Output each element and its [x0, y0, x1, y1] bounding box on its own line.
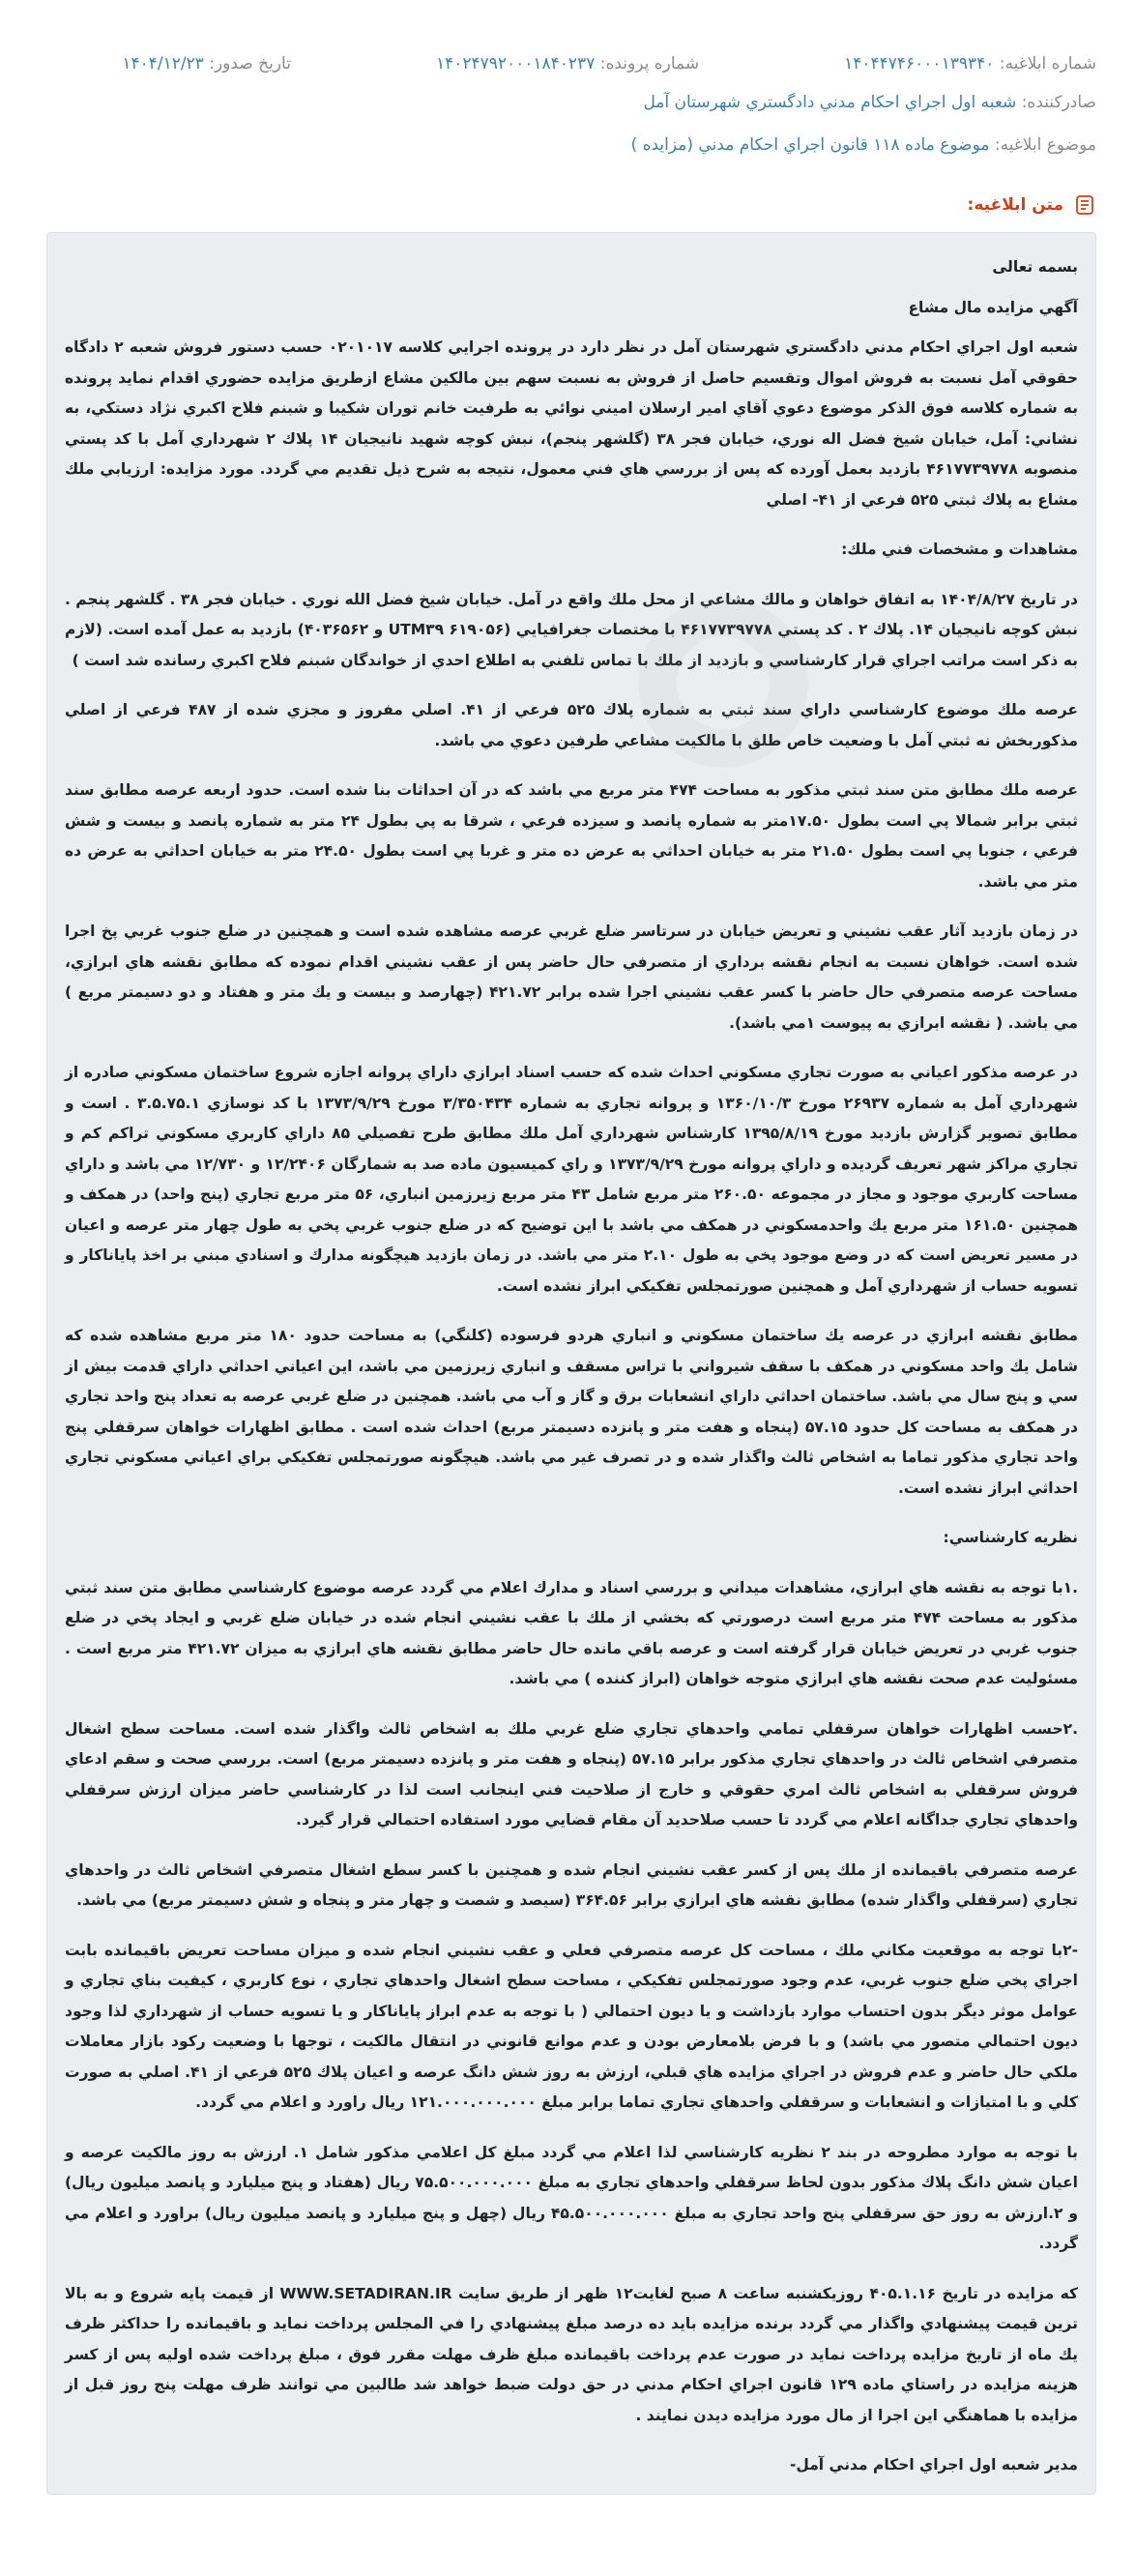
notice-heading-title: آگهي مزايده مال مشاع	[908, 298, 1078, 316]
notice-paragraph: شعبه اول اجراي احكام مدني دادگستري شهرستان آمل در نظر دارد در پرونده اجرايي كلاسه ۰۲۰۱۰۱۷ حسب دستور فروش شعبه ۲ دادگاه حقوقي آمل نسبت به فروش اموال وتقسيم حاصل از فروش به نسبت سهم بين مالكين مشاع ازطريق مزايده حضوري اقدام نمايد پرونده به شماره كلاسه فوق الذكر موضوع دعوي آقاي امير ارسلان اميني نوائي به طرفيت خانم توران شكيبا و شبنم فلاح اكبري نژاد دستكي، به نشاني: آمل، خيابان شيخ فضل اله نوري، خيابان فجر ۳۸ (گلشهر پنجم)، نبش كوچه شهيد نانيجيان ۱۴ پلاك ۲ شهرداري آمل با كد پستي منصوبه ۴۶۱۷۷۳۹۷۷۸ بازديد بعمل آورده كه پس از بررسي هاي فني معمول، نتيجه به شرح ذيل تقديم مي گردد. مورد مزايده: ارزيابي ملك مشاع به پلاك ثبتي ۵۲۵ فرعي از ۴۱- اصلي	[65, 338, 1079, 509]
notice-paragraph: .۲حسب اظهارات خواهان سرقفلي تمامي واحدهاي تجاري ضلع غربي ملك به اشخاص ثالث واگذار شده است. مساحت سطح اشغال متصرفي اشخاص ثالث در واحدهاي تجاري مذكور برابر ۵۷.۱۵ (پنجاه و هفت متر و پانزده دسيمتر مربع) است. بررسي صحت و سقم ادعاي فروش سرقفلي به اشخاص ثالث امري حقوقي و خارج از صلاحيت فني اينجانب است لذا در كارشناسي حاضر ميزان ارزش سرقفلي واحدهاي تجاري جداگانه اعلام مي گردد تا حسب صلاحديد آن مقام قضايي مورد استفاده احتمالي قرار گيرد.	[65, 1719, 1078, 1829]
notice-paragraph: عرصه ملك موضوع كارشناسي داراي سند ثبتي به شماره پلاك ۵۲۵ فرعي از ۴۱. اصلي مفروز و مجزي شده از ۴۸۷ فرعي از اصلي مذكوربخش نه ثبتي آمل با وضعيت خاص طلق با مالكيت مشاعي طرفين دعوي مي باشد.	[65, 701, 1078, 749]
issue-date-label: تاريخ صدور:	[209, 54, 291, 73]
notice-number-label: شماره ابلاغيه:	[999, 54, 1096, 73]
issuer-line	[643, 93, 1096, 112]
issuer-value: شعبه اول اجراي احكام مدني دادگستري شهرستان آمل	[643, 93, 1017, 112]
case-number-value: ۱۴۰۲۴۷۹۲۰۰۰۱۸۴۰۲۳۷	[435, 54, 596, 73]
issue-date-value: ۱۴۰۴/۱۲/۲۳	[122, 54, 204, 73]
notice-body	[46, 232, 1096, 2495]
notice-paragraph: در عرصه مذكور اعياني به صورت تجاري مسكوني احداث شده كه حسب اسناد ابرازي داراي پروانه اجازه شروع ساختمان مسكوني صادره از شهرداري آمل به شماره ۲۶۹۳۷ مورخ ۱۳۶۰/۱۰/۳ و پروانه تجاري به شماره ۳/۳۵۰۴۳۴ مورخ ۱۳۷۳/۹/۲۹ با كد نوسازي ۳.۵.۷۵.۱ . است و مطابق تصوير گزارش بازديد مورخ ۱۳۹۵/۸/۱۹ كارشناس شهرداري آمل ملك مطابق طرح تفصيلي ۸۵ داراي كاربري مسكوني تراكم كم و تجاري مراكز شهر تعريف گرديده و داراي پروانه مورخ ۱۳۷۳/۹/۲۹ و راي كميسيون ماده صد به شمارگان ۱۲/۲۴۰۶ و ۱۲/۷۳۰ مي باشد و داراي مساحت كاربري موجود و مجاز در مجموعه ۲۶۰.۵۰ متر مربع شامل ۴۳ متر مربع زيرزمين انباري، ۵۶ متر مربع تجاري (پنج واحد) در همكف و همچنين ۱۶۱.۵۰ متر مربع يك واحدمسكوني در همكف مي باشد با اين توضيح كه در ضلع جنوب غربي پخي به طول چهار متر عرصه و اعيان در مسير تعريض است كه در وضع موجود پخي به طول ۲.۱۰ متر مي باشد. در زمان بازديد هيچگونه مدارك و اسنادي مبني بر اخذ پاياناكار و تسويه حساب از شهرداري آمل و همچنين صورتمجلس تفكيكي ابراز نشده است.	[65, 1064, 1078, 1295]
notice-number-value: ۱۴۰۴۴۷۴۶۰۰۰۱۳۹۳۴۰	[844, 54, 995, 73]
notice-paragraph: .۱با توجه به نقشه هاي ابرازي، مشاهدات ميداني و بررسي اسناد و مدارك اعلام مي گردد عرصه موضوع كارشناسي مطابق متن سند ثبتي مذكور به مساحت ۴۷۴ متر مربع است درصورتي كه بخشي از ملك با عقب نشيني انجام شده در خيابان ضلع غربي و ايجاد پخي در ضلع جنوب غربي در تعريض خيابان قرار گرفته است و عرصه باقي مانده حال حاضر مطابق نقشه هاي ابرازي به ميزان ۴۲۱.۷۲ متر مربع است . مسئوليت عدم صحت نقشه هاي ابرازي متوجه خواهان (ابراز كننده ) مي باشد.	[65, 1578, 1078, 1687]
document-icon	[1073, 193, 1096, 217]
case-number-label: شماره پرونده:	[599, 54, 700, 73]
notice-signature: مدير شعبه اول اجراي احكام مدني آمل-	[789, 2456, 1078, 2474]
notice-paragraph: عرصه ملك مطابق متن سند ثبتي مذكور به مساحت ۴۷۴ متر مربع مي باشد كه در آن احداثات بنا شده است. حدود اربعه عرصه مطابق سند ثبتي برابر شمالا پي است بطول ۱۷.۵۰متر به شماره پانصد و سيزده فرعي ، شرقا به پي بطول ۲۴ متر به شماره پانصد و بيست و شش فرعي ، جنوبا پي است بطول ۲۱.۵۰ متر به خيابان احداثي به عرض ده متر و غربا پي است بطول ۲۴.۵۰ متر به خيابان احداثي به عرض ده متر مي باشد.	[65, 781, 1079, 891]
notice-paragraph: در زمان بازديد آثار عقب نشيني و تعريض خيابان در سرتاسر ضلع غربي عرصه مشاهده شده است و همچنين در ضلع جنوب غربي پخ اجرا شده است. خواهان نسبت به انجام نقشه برداري از متصرفي حال حاضر پس از عقب نشيني اقدام نموده كه مطابق نقشه هاي ابرازي، مساحت عرصه متصرفي حال حاضر با كسر عقب نشيني اجرا شده برابر ۴۲۱.۷۲ (چهارصد و بيست و يك متر و هفتاد و دو دسيمتر مربع ) مي باشد. ( نقشه ابرازي به پيوست ۱مي باشد).	[65, 922, 1078, 1032]
notice-text-title	[968, 193, 1096, 217]
notice-paragraph: مطابق نقشه ابرازي در عرصه يك ساختمان مسكوني و انباري هردو فرسوده (كلنگي) به مساحت حدود ۱۸۰ متر مربع مشاهده شده كه شامل يك واحد مسكوني در همكف با سقف شيرواني با تراس مسقف و انباري زيرزمين مي باشد، اين اعياني احداثي داراي قدمت بيش از سي و پنج سال مي باشد. ساختمان احداثي داراي انشعابات برق و گاز و آب مي باشد. همچنين در ضلع غربي عرصه به تعداد پنج واحد تجاري در همكف به مساحت كل حدود ۵۷.۱۵ (پنجاه و هفت متر و پانزده دسيمتر مربع) احداث شده است . مطابق اظهارات خواهان سرقفلي پنج واحد تجاري مذكور تماما به اشخاص ثالث واگذار شده و در تصرف غير مي باشد. هيچگونه صورتمجلس تفكيكي براي اعياني مسكوني تجاري احداثي ابراز نشده است.	[65, 1327, 1079, 1497]
notice-number	[844, 54, 1096, 73]
subject-value: موضوع ماده ۱۱۸ قانون اجراي احكام مدني (مزايده )	[630, 135, 990, 155]
notice-paragraph: با توجه به موارد مطروحه در بند ۲ نظريه كارشناسي لذا اعلام مي گردد مبلغ كل اعلامي مذكور شامل ۱. ارزش به روز مالكيت عرصه و اعيان شش دانگ پلاك مذكور بدون لحاظ سرقفلي واحدهاي تجاري به مبلغ ۷۵.۵۰۰.۰۰۰.۰۰۰ ريال (هفتاد و پنج ميليارد و پانصد ميليون ريال) و ۲.ارزش به روز حق سرقفلي پنج واحد تجاري به مبلغ ۴۵.۵۰۰.۰۰۰.۰۰۰ ريال (چهل و پنج ميليارد و پانصد ميليون ريال) براورد و اعلام مي گردد.	[65, 2143, 1079, 2252]
subject-line	[631, 135, 1096, 155]
notice-heading-basmala: بسمه تعالی	[992, 258, 1078, 276]
notice-paragraph: كه مزايده در تاريخ ۴۰۵.۱.۱۶ روزيكشنبه ساعت ۸ صبح لغايت۱۲ ظهر از طريق سايت WWW.SETADIRAN.IR از قيمت پايه شروع و به بالا ترين قيمت پيشنهادي واگذار مي گردد برنده مزايده بايد ده درصد مبلغ پيشنهادي را في المجلس پرداخت نمايد و باقيمانده را حداكثر ظرف يك ماه از تاريخ مزايده پرداخت نمايد در صورت عدم پرداخت باقيمانده مبلغ ظرف مهلت مقرر فوق ، مبلغ پرداخت شده اوليه پس از كسر هزينه مزايده در راستاي ماده ۱۲۹ قانون اجراي احكام مدني در حق دولت ضبط خواهد شد طالبين مي توانند ظرف مهلت پنج روز قبل از مزايده با هماهنگي اين اجرا از مال مورد مزايده ديدن نمايند .	[65, 2284, 1079, 2424]
notice-text-label: متن ابلاغيه:	[967, 195, 1063, 215]
case-number	[436, 54, 699, 73]
section-heading-observations: مشاهدات و مشخصات فني ملك:	[841, 541, 1078, 558]
notice-paragraph: -۲با توجه به موقعيت مكاني ملك ، مساحت كل عرصه متصرفي فعلي و عقب نشيني انجام شده و ميزان مساحت تعريض باقيمانده بابت اجراي پخي ضلع جنوب غربي، عدم وجود صورتمجلس تفكيكي ، مساحت سطح اشغال واحدهاي تجاري ، نوع كاربري ، كيفيت بناي تجاري و عوامل موثر ديگر بدون احتساب موارد بازداشت و يا ديون احتمالي ( با توجه به عدم ابراز پاياناكار و يا تسويه حساب از شهرداري لذا وجود ديون احتمالي متصور مي باشد) و با فرض بلامعارض بودن و عدم موانع قانوني در انتقال مالكيت ، توجها با وضعيت ركود بازار معاملات ملكي حال حاضر و عدم فروش در اجراي مزايده هاي قبلي، ارزش به روز شش دانگ عرصه و اعيان پلاك ۵۲۵ فرعي از ۴۱. اصلي به صورت كلي و با امتيازات و انشعابات و سرقفلي واحدهاي تجاري تماما برابر مبلغ ۱۲۱.۰۰۰.۰۰۰.۰۰۰ ريال راورد و اعلام مي گردد.	[65, 1941, 1078, 2111]
notice-paragraph: در تاريخ ۱۴۰۴/۸/۲۷ به اتفاق خواهان و مالك مشاعي از محل ملك واقع در آمل. خيابان شيخ فضل الله نوري . خيابان فجر ۳۸ . گلشهر پنجم . نبش كوچه نانيجيان ۱۴. پلاك ۲ . كد پستي ۴۶۱۷۷۳۹۷۷۸ با مختصات جغرافيايي (۶۱۹۰۵۶ UTM۳۹ و ۴۰۳۶۵۶۲) بازديد به عمل آمده است. (لازم به ذكر است مراتب اجراي قرار كارشناسي و بازديد از ملك با تماس تلفني به اطلاع احدي از خواندگان شبنم فلاح اكبري رسانده شد است )	[65, 590, 1078, 669]
subject-label: موضوع ابلاغيه:	[994, 135, 1096, 155]
issuer-label: صادركننده:	[1021, 93, 1096, 112]
issue-date	[122, 54, 291, 73]
header-meta-row	[39, 54, 1096, 73]
section-heading-expert-opinion: نظريه كارشناسي:	[943, 1529, 1078, 1546]
notice-paragraph: عرصه متصرفي باقيمانده از ملك پس از كسر عقب نشيني انجام شده و همچنين با كسر سطع اشغال متصرفي اشخاص ثالث در واحدهاي تجاري (سرقفلي واگذار شده) مطابق نقشه هاي ابرازي برابر ۳۶۴.۵۶ (سيصد و شصت و چهار متر و پنجاه و شش دسيمتر مربع) مي باشد.	[65, 1860, 1078, 1909]
